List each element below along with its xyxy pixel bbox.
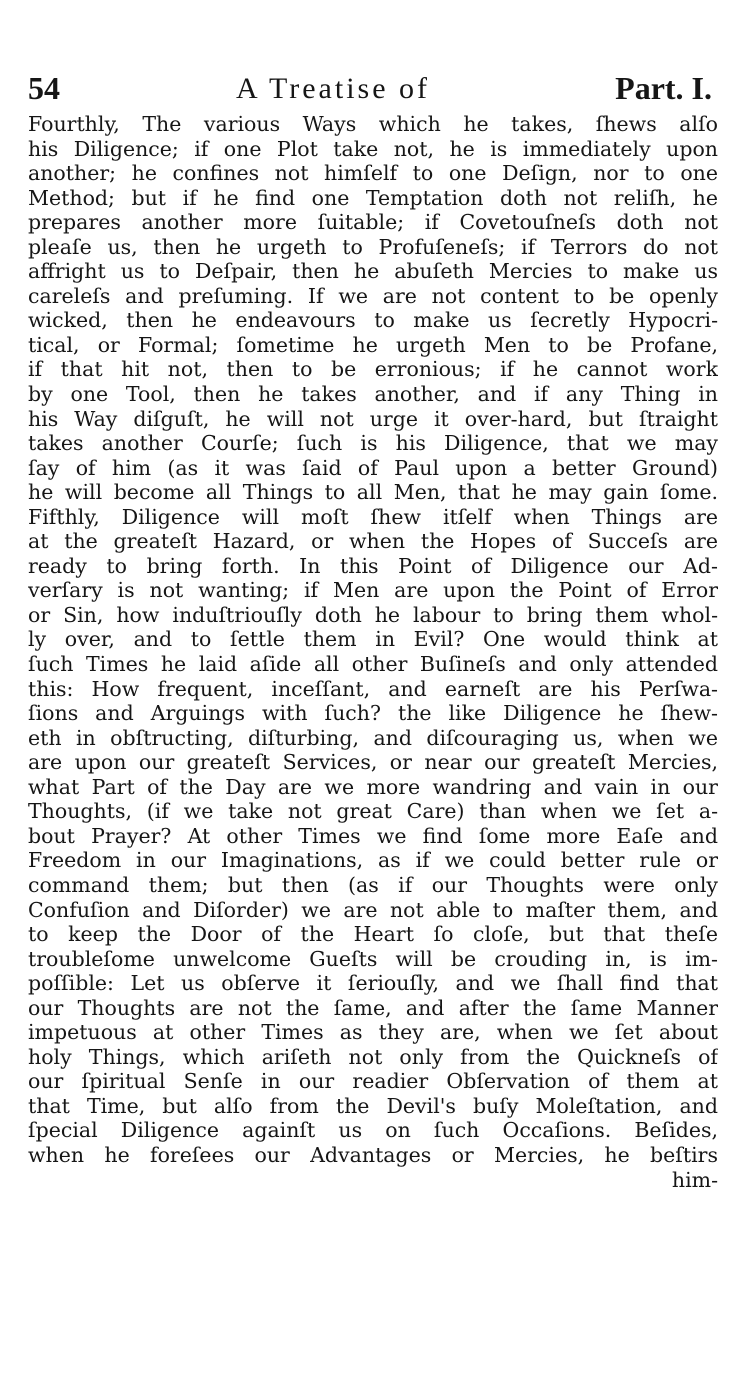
text-line: ſuch Times he laid aſide all other Buſineſs and only attended	[28, 652, 718, 677]
text-line: Thoughts, (if we take not great Care) than when we ſet a-	[28, 799, 718, 824]
text-line: ly over, and to ſettle them in Evil? One would think at	[28, 627, 718, 652]
text-line: poſſible: Let us obſerve it ſeriouſly, and we ſhall find that	[28, 971, 718, 996]
text-line: to keep the Door of the Heart ſo cloſe, but that theſe	[28, 922, 718, 947]
text-line: pleaſe us, then he urgeth to Profuſeneſs; if Terrors do not	[28, 234, 718, 259]
text-line: verſary is not wanting; if Men are upon the Point of Error	[28, 578, 718, 603]
text-line: his Diligence; if one Plot take not, he is immediately upon	[28, 136, 718, 161]
book-page	[28, 70, 718, 1192]
text-line: ſions and Arguings with ſuch? the like Diligence he ſhew-	[28, 701, 718, 726]
text-line: prepares another more ſuitable; if Covetouſneſs doth not	[28, 210, 718, 235]
text-line: careleſs and preſuming. If we are not content to be openly	[28, 283, 718, 308]
text-line: holy Things, which ariſeth not only from the Quickneſs of	[28, 1044, 718, 1069]
text-line: Fourthly, The various Ways which he takes, ſhews alſo	[28, 112, 718, 136]
text-line: by one Tool, then he takes another, and if any Thing in	[28, 382, 718, 407]
part-label: Part. I.	[615, 70, 712, 106]
page-header	[28, 70, 718, 112]
text-line: takes another Courſe; ſuch is his Diligence, that we may	[28, 431, 718, 456]
text-line: that Time, but alſo from the Devil's buſy Moleſtation, and	[28, 1093, 718, 1118]
text-line: Freedom in our Imaginations, as if we could better rule or	[28, 848, 718, 873]
text-line: are upon our greateſt Services, or near our greateſt Mercies,	[28, 750, 718, 775]
text-line: another; he confines not himſelf to one Deſign, nor to one	[28, 161, 718, 186]
running-title: A Treatise of	[236, 72, 431, 105]
text-line: Confuſion and Diſorder) we are not able to maſter them, and	[28, 897, 718, 922]
text-line: command them; but then (as if our Thoughts were only	[28, 872, 718, 897]
catchword: him-	[671, 1167, 718, 1192]
text-line: wicked, then he endeavours to make us ſecretly Hypocri-	[28, 308, 718, 333]
text-line: Fifthly, Diligence will moſt ſhew itſelf when Things are	[28, 504, 718, 529]
text-line: eth in obſtructing, diſturbing, and diſcouraging us, when we	[28, 725, 718, 750]
text-line: ſay of him (as it was ſaid of Paul upon a better Ground)	[28, 455, 718, 480]
text-line: impetuous at other Times as they are, when we ſet about	[28, 1020, 718, 1045]
text-line: when he foreſees our Advantages or Mercies, he beſtirs	[28, 1142, 718, 1167]
text-line: or Sin, how induſtriouſly doth he labour to bring them whol-	[28, 602, 718, 627]
text-line: at the greateſt Hazard, or when the Hopes of Succeſs are	[28, 529, 718, 554]
text-line: affright us to Deſpair, then he abuſeth Mercies to make us	[28, 259, 718, 284]
page-number: 54	[28, 70, 60, 106]
text-line: if that hit not, then to be erronious; if he cannot work	[28, 357, 718, 382]
text-line: our Thoughts are not the ſame, and after the ſame Manner	[28, 995, 718, 1020]
text-line: his Way diſguſt, he will not urge it over-hard, but ſtraight	[28, 406, 718, 431]
text-line: this: How frequent, inceſſant, and earneſt are his Perſwa-	[28, 676, 718, 701]
text-line: ready to bring forth. In this Point of Diligence our Ad-	[28, 553, 718, 578]
text-line: troubleſome unwelcome Gueſts will be crouding in, is im-	[28, 946, 718, 971]
text-line: what Part of the Day are we more wandring and vain in our	[28, 774, 718, 799]
body-text	[28, 112, 718, 1192]
text-line: Method; but if he find one Temptation doth not reliſh, he	[28, 185, 718, 210]
text-line: tical, or Formal; ſometime he urgeth Men to be Profane,	[28, 332, 718, 357]
text-line: our ſpiritual Senſe in our readier Obſervation of them at	[28, 1069, 718, 1094]
text-line: bout Prayer? At other Times we find ſome more Eaſe and	[28, 823, 718, 848]
text-line: ſpecial Diligence againſt us on ſuch Occaſions. Beſides,	[28, 1118, 718, 1143]
text-line: he will become all Things to all Men, that he may gain ſome.	[28, 480, 718, 505]
